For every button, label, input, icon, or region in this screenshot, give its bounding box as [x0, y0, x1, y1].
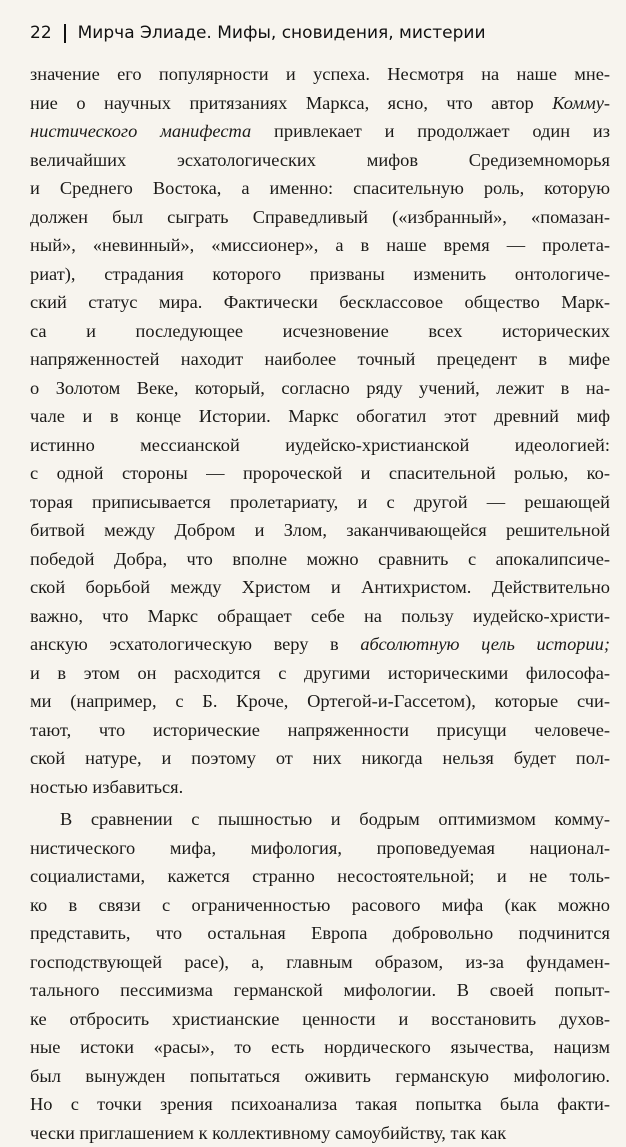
header-divider	[64, 24, 66, 43]
text-line	[30, 630, 610, 659]
text-line	[30, 488, 610, 517]
text-line	[30, 1005, 610, 1034]
text-run: истинно мессианской иудейско-христианской идеологией:	[30, 435, 610, 455]
text-run: ми (например, с Б. Кроче, Ортегой-и-Гассетом), которые счи-	[30, 691, 610, 711]
text-run: с одной стороны — пророческой и спасительной ролью, ко-	[30, 463, 610, 483]
text-line	[30, 862, 610, 891]
text-line	[30, 89, 610, 118]
text-run: торая приписывается пролетариату, и с другой — решающей	[30, 492, 610, 512]
text-line	[30, 602, 610, 631]
text-line	[30, 288, 610, 317]
text-run: представить, что остальная Европа добровольно подчинится	[30, 923, 610, 943]
text-line	[30, 60, 610, 89]
text-run: тают, что исторические напряженности присущи человече-	[30, 720, 610, 740]
text-run: чале и в конце Истории. Маркс обогатил этот древний миф	[30, 406, 610, 426]
text-line	[30, 516, 610, 545]
text-run: был вынужден попытаться оживить германскую мифологию.	[30, 1066, 610, 1086]
text-run: социалистами, кажется странно несостоятельной; и не толь-	[30, 866, 610, 886]
text-run: В сравнении с пышностью и бодрым оптимизмом комму-	[60, 809, 610, 829]
text-line	[30, 317, 610, 346]
text-run: о Золотом Веке, который, согласно ряду учений, лежит в на-	[30, 378, 610, 398]
text-run: ко в связи с ограниченностью расового мифа (как можно	[30, 895, 610, 915]
text-line	[30, 345, 610, 374]
text-run: победой Добра, что вполне можно сравнить с апокалипсиче-	[30, 549, 610, 569]
text-run: риат), страдания которого призваны изменить онтологиче-	[30, 264, 610, 284]
running-header	[30, 20, 486, 46]
italic-run: абсолютную цель истории;	[360, 634, 610, 654]
text-line	[30, 1090, 610, 1119]
paragraph	[30, 60, 610, 801]
text-run: ской натуре, и поэтому от них никогда нельзя будет пол-	[30, 748, 610, 768]
text-run: са и последующее исчезновение всех исторических	[30, 321, 610, 341]
text-line	[30, 203, 610, 232]
page-number: 22	[30, 23, 52, 43]
text-run: напряженностей находит наиболее точный прецедент в мифе	[30, 349, 610, 369]
text-line	[30, 231, 610, 260]
text-run: ние о научных притязаниях Маркса, ясно, что автор	[30, 93, 552, 113]
text-run: и в этом он расходится с другими историческими философа-	[30, 663, 610, 683]
text-run: привлекает и продолжает один из	[251, 121, 610, 141]
italic-run: нистического манифеста	[30, 121, 251, 141]
text-run: ностью избавиться.	[30, 777, 183, 797]
paragraph	[30, 805, 610, 1147]
text-run: величайших эсхатологических мифов Средиземноморья	[30, 150, 610, 170]
text-run: Но с точки зрения психоанализа такая попытка была факти-	[30, 1094, 610, 1114]
italic-run: Комму-	[552, 93, 610, 113]
text-run: нистического мифа, мифология, проповедуемая национал-	[30, 838, 610, 858]
text-line	[30, 716, 610, 745]
text-line	[30, 402, 610, 431]
text-run: чески приглашением к коллективному самоубийству, так как	[30, 1123, 506, 1143]
text-line	[30, 805, 610, 834]
text-run: анскую эсхатологическую веру в	[30, 634, 360, 654]
text-line	[30, 1033, 610, 1062]
text-run: и Среднего Востока, а именно: спасительную роль, которую	[30, 178, 610, 198]
text-run: ской борьбой между Христом и Антихристом. Действительно	[30, 577, 610, 597]
text-line	[30, 1119, 610, 1147]
text-run: ный», «невинный», «миссионер», а в наше время — пролета-	[30, 235, 610, 255]
text-line	[30, 174, 610, 203]
running-title: Мирча Элиаде. Мифы, сновидения, мистерии	[78, 23, 486, 43]
text-run: ные истоки «расы», то есть нордического язычества, нацизм	[30, 1037, 610, 1057]
text-line	[30, 744, 610, 773]
text-line	[30, 659, 610, 688]
text-line	[30, 919, 610, 948]
text-line	[30, 117, 610, 146]
text-line	[30, 374, 610, 403]
text-line	[30, 146, 610, 175]
text-line	[30, 891, 610, 920]
text-run: значение его популярности и успеха. Несмотря на наше мне-	[30, 64, 610, 84]
text-line	[30, 431, 610, 460]
text-line	[30, 948, 610, 977]
text-run: должен был сыграть Справедливый («избранный», «помазан-	[30, 207, 610, 227]
text-run: битвой между Добром и Злом, заканчивающейся решительной	[30, 520, 610, 540]
text-run: ке отбросить христианские ценности и восстановить духов-	[30, 1009, 610, 1029]
body-text	[30, 60, 610, 1147]
text-line	[30, 573, 610, 602]
text-run: важно, что Маркс обращает себе на пользу иудейско-христи-	[30, 606, 610, 626]
text-line	[30, 1062, 610, 1091]
text-line	[30, 545, 610, 574]
text-line	[30, 459, 610, 488]
text-line	[30, 260, 610, 289]
text-run: ский статус мира. Фактически бесклассовое общество Марк-	[30, 292, 610, 312]
text-line	[30, 834, 610, 863]
text-run: господствующей расе), а, главным образом, из-за фундамен-	[30, 952, 610, 972]
text-line	[30, 687, 610, 716]
text-line	[30, 976, 610, 1005]
text-line	[30, 773, 610, 802]
text-run: тального пессимизма германской мифологии. В своей попыт-	[30, 980, 610, 1000]
